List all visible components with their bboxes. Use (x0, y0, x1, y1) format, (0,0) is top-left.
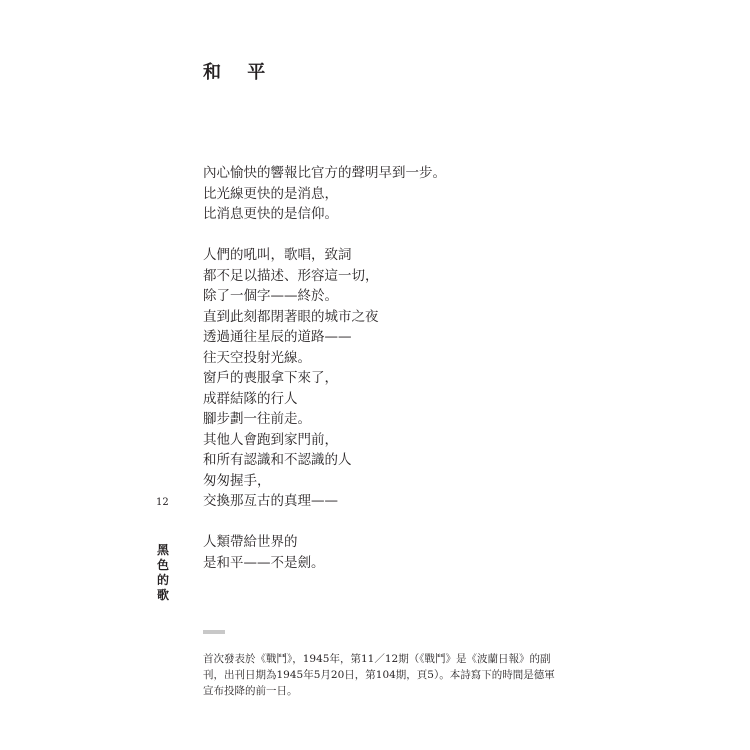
poem-line: 除了一個字——終於。 (203, 288, 338, 304)
book-title-char: 色 (156, 558, 169, 572)
page-number: 12 (156, 497, 169, 508)
poem-line: 窗戶的喪服拿下來了， (203, 370, 338, 386)
stanza (203, 163, 446, 225)
poem-line: 比消息更快的是信仰。 (203, 206, 338, 222)
book-title-char: 歌 (156, 588, 169, 602)
poem-line: 和所有認識和不認識的人 (203, 452, 352, 468)
poem-line: 其他人會跑到家門前， (203, 431, 338, 448)
footnote: 首次發表於《戰鬥》，1945年，第11／12期（《戰鬥》是《波蘭日報》的副刊，出刊日期為1945年5月20日，第104期，頁5）。本詩寫下的時間是德軍宣布投降的前一日。 (203, 653, 555, 697)
poem-line: 往天空投射光線。 (203, 349, 311, 366)
poem-line: 人類帶給世界的 (203, 534, 298, 550)
poem-line: 交換那亙古的真理—— (203, 493, 338, 509)
poem-line: 是和平——不是劍。 (203, 554, 325, 571)
stanza (203, 532, 446, 573)
footnote-divider (203, 630, 225, 634)
poem-line: 匆匆握手， (203, 472, 271, 489)
poem-line: 人們的吼叫，歌唱，致詞 (203, 247, 352, 263)
stanza (203, 245, 446, 512)
book-title-char: 黑 (156, 543, 169, 557)
poem-line: 內心愉快的響報比官方的聲明早到一步。 (203, 165, 446, 181)
poem-line: 透過通往星辰的道路—— (203, 329, 352, 345)
poem-title: 和 平 (203, 62, 276, 83)
book-title-char: 的 (156, 573, 169, 587)
poem-line: 直到此刻都閉著眼的城市之夜 (203, 308, 379, 325)
poem-line: 都不足以描述、形容這一切， (203, 267, 379, 284)
poem-body (203, 163, 446, 594)
poem-line: 比光線更快的是消息， (203, 185, 338, 202)
poem-line: 腳步劃一往前走。 (203, 411, 311, 427)
running-book-title (155, 543, 171, 603)
poem-line: 成群結隊的行人 (203, 390, 298, 407)
